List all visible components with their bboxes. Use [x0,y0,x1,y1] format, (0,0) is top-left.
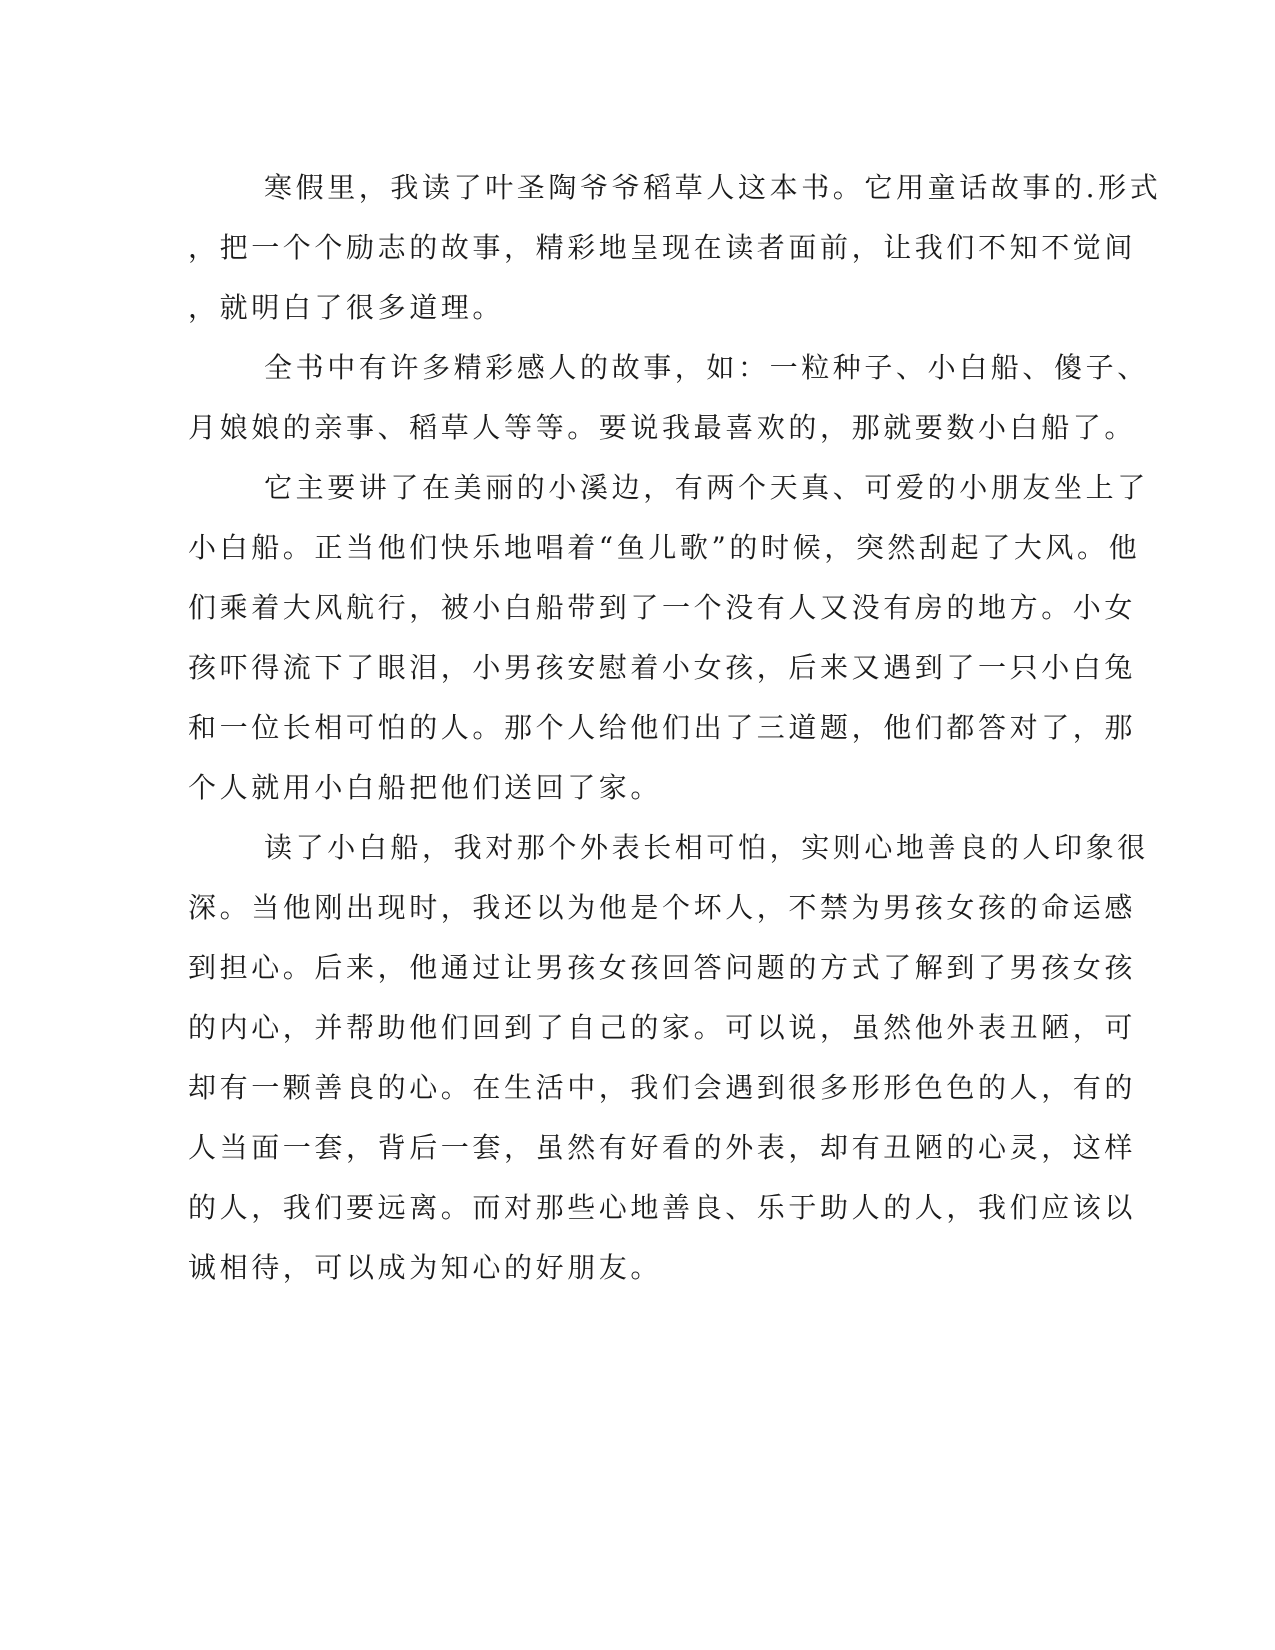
text-line: ，就明白了很多道理。 [188,291,505,324]
text-line: 寒假里，我读了叶圣陶爷爷稻草人这本书。它用童话故事的.形式 [264,171,1162,204]
text-line: 读了小白船，我对那个外表长相可怕，实则心地善良的人印象很 [264,831,1149,864]
text-line: 却有一颗善良的心。在生活中，我们会遇到很多形形色色的人，有的 [188,1071,1137,1104]
text-line: 全书中有许多精彩感人的故事，如：一粒种子、小白船、傻子、 [264,351,1149,384]
paragraph-3 [188,458,1149,818]
text-line: 到担心。后来，他通过让男孩女孩回答问题的方式了解到了男孩女孩 [188,951,1137,984]
text-line: ，把一个个励志的故事，精彩地呈现在读者面前，让我们不知不觉间 [188,231,1137,264]
text-line: 小白船。正当他们快乐地唱着“鱼儿歌”的时候，突然刮起了大风。他 [188,531,1141,564]
text-line: 诚相待，可以成为知心的好朋友。 [188,1251,663,1284]
document-body [188,158,1162,1298]
text-line: 个人就用小白船把他们送回了家。 [188,771,663,804]
text-line: 孩吓得流下了眼泪，小男孩安慰着小女孩，后来又遇到了一只小白兔 [188,651,1137,684]
text-line: 们乘着大风航行，被小白船带到了一个没有人又没有房的地方。小女 [188,591,1137,624]
text-line: 的内心，并帮助他们回到了自己的家。可以说，虽然他外表丑陋，可 [188,1011,1137,1044]
paragraph-4 [188,818,1149,1298]
text-line: 和一位长相可怕的人。那个人给他们出了三道题，他们都答对了，那 [188,711,1137,744]
text-line: 它主要讲了在美丽的小溪边，有两个天真、可爱的小朋友坐上了 [264,471,1149,504]
paragraph-2 [188,338,1149,458]
text-line: 人当面一套，背后一套，虽然有好看的外表，却有丑陋的心灵，这样 [188,1131,1137,1164]
paragraph-1 [188,158,1162,338]
text-line: 的人，我们要远离。而对那些心地善良、乐于助人的人，我们应该以 [188,1191,1137,1224]
text-line: 深。当他刚出现时，我还以为他是个坏人，不禁为男孩女孩的命运感 [188,891,1137,924]
text-line: 月娘娘的亲事、稻草人等等。要说我最喜欢的，那就要数小白船了。 [188,411,1137,444]
